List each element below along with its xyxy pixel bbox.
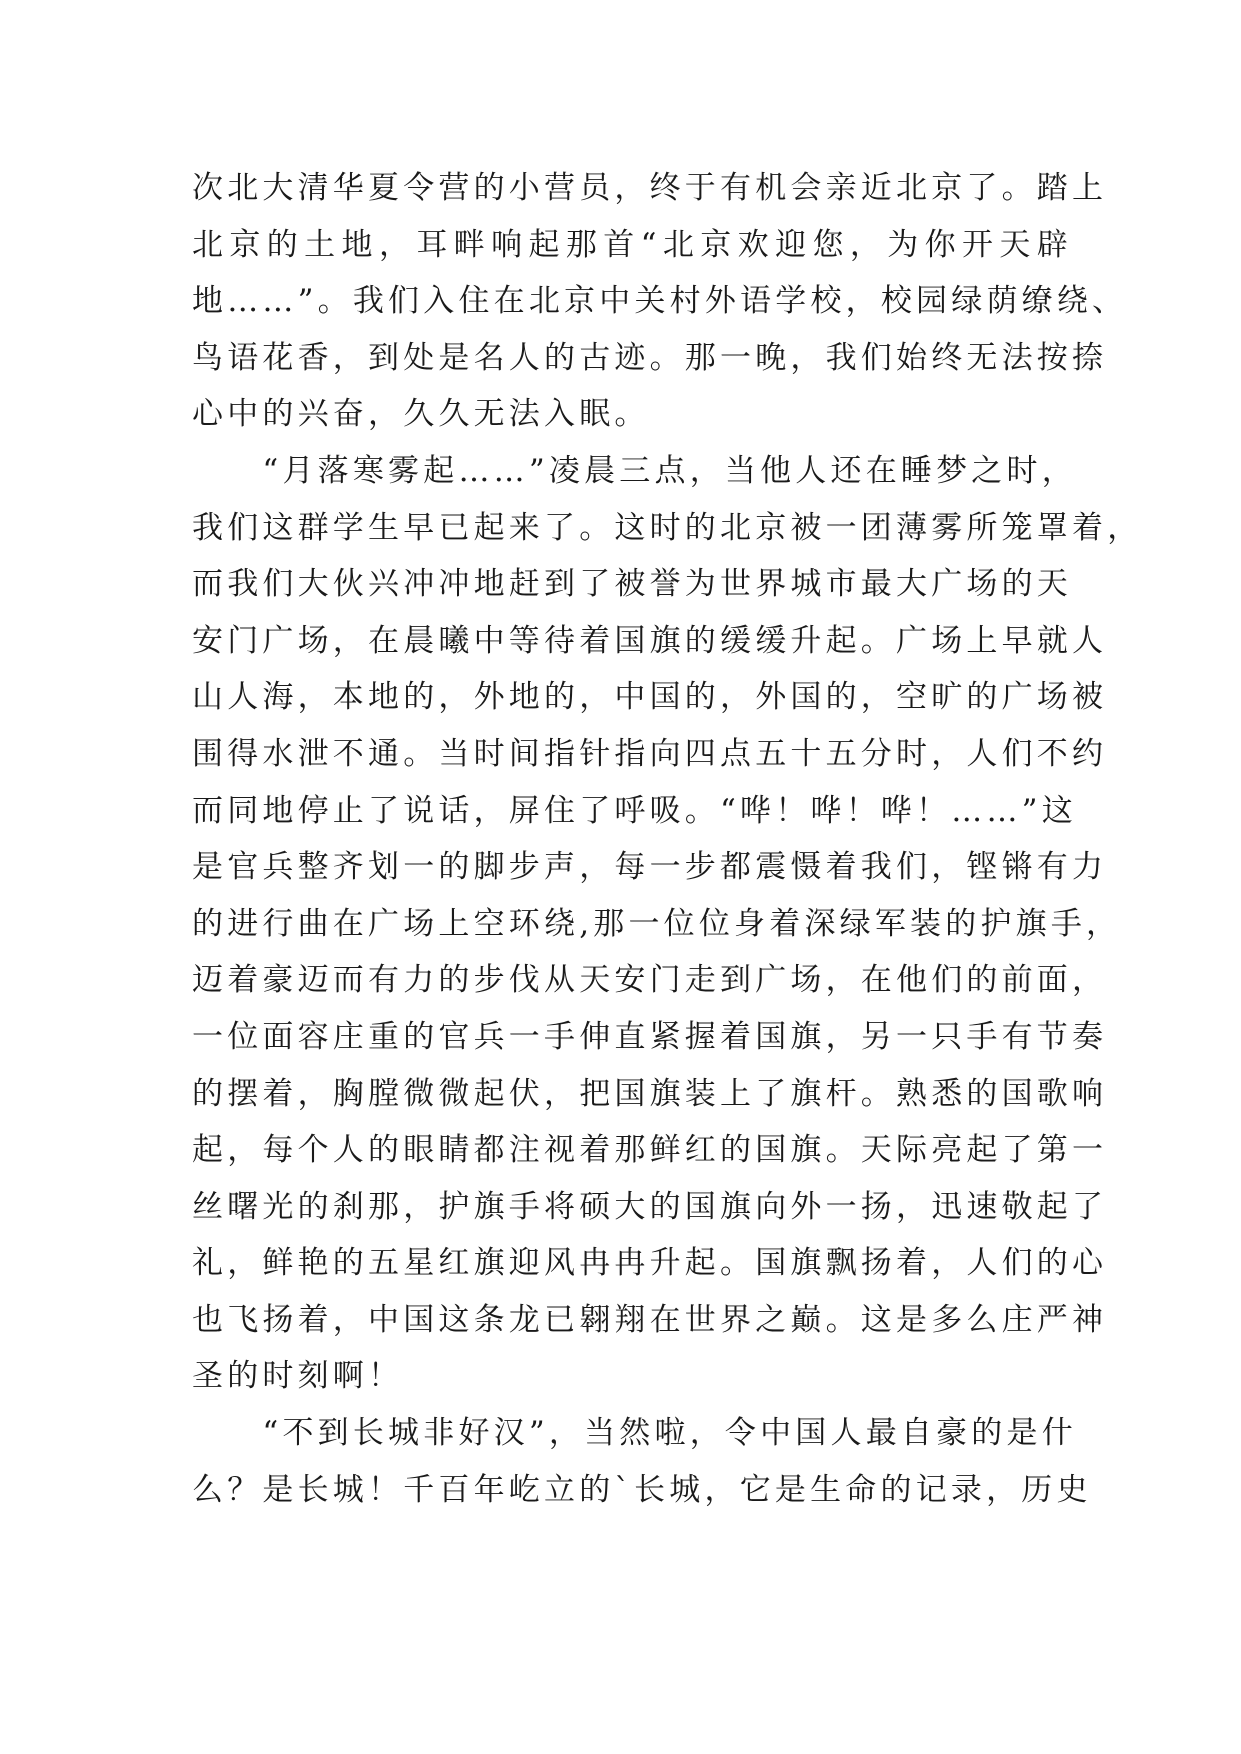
text-line: 地……”。我们入住在北京中关村外语学校，校园绿荫缭绕、 (192, 283, 1128, 320)
text-line: 山人海，本地的，外地的，中国的，外国的，空旷的广场被 (192, 679, 1108, 716)
text-line: 鸟语花香，到处是名人的古迹。那一晚，我们始终无法按捺 (192, 339, 1108, 376)
text-line: “不到长城非好汉”，当然啦，令中国人最自豪的是什 (192, 1415, 1077, 1452)
text-line: 而我们大伙兴冲冲地赶到了被誉为世界城市最大广场的天 (192, 566, 1072, 603)
text-line: 的进行曲在广场上空环绕,那一位位身着深绿军装的护旗手， (192, 905, 1122, 942)
text-line: 迈着豪迈而有力的步伐从天安门走到广场，在他们的前面， (192, 962, 1108, 999)
text-line: 的摆着，胸膛微微起伏，把国旗装上了旗杆。熟悉的国歌响 (192, 1075, 1108, 1112)
article-body (192, 160, 1143, 1518)
text-line: 也飞扬着，中国这条龙已翱翔在世界之巅。这是多么庄严神 (192, 1301, 1108, 1338)
text-line: 么？是长城！千百年屹立的`长城，它是生命的记录，历史 (192, 1471, 1092, 1508)
text-line: 北京的土地，耳畔响起那首“北京欢迎您，为你开天辟 (192, 226, 1072, 263)
text-line: 次北大清华夏令营的小营员，终于有机会亲近北京了。踏上 (192, 170, 1108, 206)
text-line: 心中的兴奋，久久无法入眠。 (192, 396, 650, 433)
text-line: 丝曙光的刹那，护旗手将硕大的国旗向外一扬，迅速敬起了 (192, 1188, 1108, 1225)
text-line: 一位面容庄重的官兵一手伸直紧握着国旗，另一只手有节奏 (192, 1018, 1108, 1055)
text-line: 围得水泄不通。当时间指针指向四点五十五分时，人们不约 (192, 735, 1108, 772)
text-line: 圣的时刻啊！ (192, 1358, 404, 1395)
text-line: 我们这群学生早已起来了。这时的北京被一团薄雾所笼罩着， (192, 509, 1143, 546)
text-line: 是官兵整齐划一的脚步声，每一步都震慑着我们，铿锵有力 (192, 849, 1108, 886)
text-line: 安门广场，在晨曦中等待着国旗的缓缓升起。广场上早就人 (192, 622, 1108, 659)
text-line: 起，每个人的眼睛都注视着那鲜红的国旗。天际亮起了第一 (192, 1132, 1108, 1169)
text-line: “月落寒雾起……”凌晨三点，当他人还在睡梦之时， (192, 452, 1077, 489)
text-line: 礼，鲜艳的五星红旗迎风冉冉升起。国旗飘扬着，人们的心 (192, 1245, 1108, 1282)
text-line: 而同地停止了说话，屏住了呼吸。“哗！哗！哗！……”这 (192, 792, 1077, 829)
